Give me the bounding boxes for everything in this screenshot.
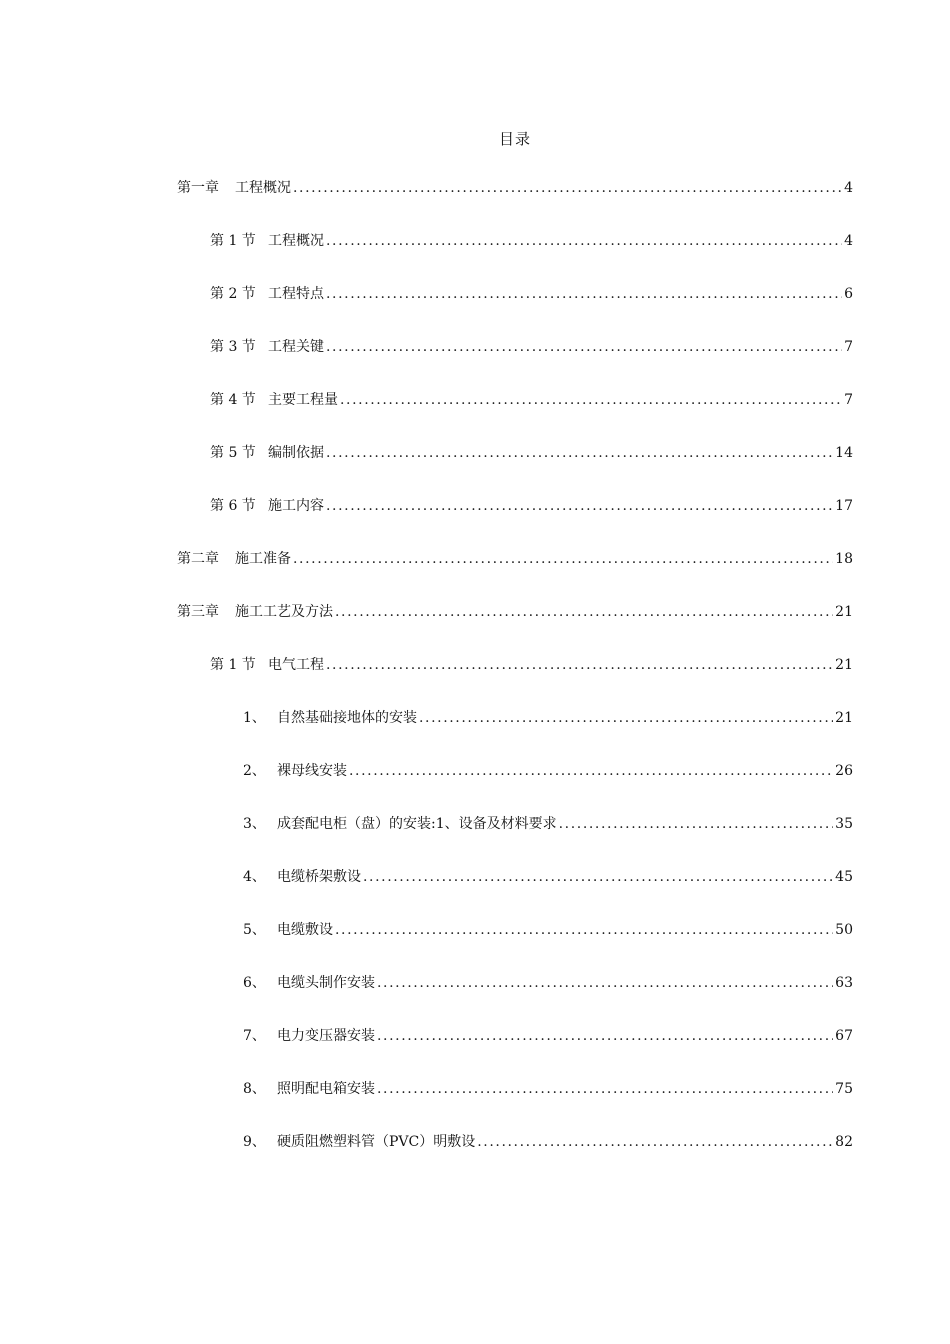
toc-dot-leader bbox=[349, 761, 833, 781]
toc-dot-leader bbox=[377, 973, 833, 993]
toc-dot-leader bbox=[326, 496, 833, 516]
toc-entry[interactable] bbox=[210, 231, 853, 251]
toc-entry-number: 第三章 bbox=[177, 604, 219, 620]
toc-entry-page: 18 bbox=[835, 551, 853, 567]
toc-dot-leader bbox=[363, 867, 833, 887]
toc-entry-text: 施工内容 bbox=[268, 498, 324, 514]
toc-entry-text: 施工准备 bbox=[235, 551, 291, 567]
toc-entry-text: 工程关键 bbox=[268, 339, 324, 355]
toc-dot-leader bbox=[419, 708, 833, 728]
toc-entry-number: 第 6 节 bbox=[210, 498, 256, 514]
toc-entry-text: 裸母线安装 bbox=[277, 763, 347, 779]
toc-entry-number: 2、 bbox=[243, 763, 266, 779]
toc-dot-leader bbox=[335, 920, 833, 940]
toc-dot-leader bbox=[326, 284, 842, 304]
toc-entry[interactable] bbox=[243, 1132, 853, 1152]
toc-dot-leader bbox=[377, 1079, 833, 1099]
toc-dot-leader bbox=[559, 814, 834, 834]
toc-entry-text: 电缆桥架敷设 bbox=[277, 869, 361, 885]
toc-entry-number: 7、 bbox=[243, 1028, 266, 1044]
toc-dot-leader bbox=[326, 655, 833, 675]
toc-entry-text: 硬质阻燃塑料管（PVC）明敷设 bbox=[277, 1134, 476, 1150]
toc-dot-leader bbox=[326, 231, 842, 251]
toc-entry-text: 主要工程量 bbox=[268, 392, 338, 408]
toc-entry[interactable] bbox=[210, 284, 853, 304]
toc-entry-text: 自然基础接地体的安装 bbox=[277, 710, 417, 726]
toc-entry-text: 工程特点 bbox=[268, 286, 324, 302]
toc-entry-page: 6 bbox=[844, 286, 853, 302]
toc-title: 目录 bbox=[498, 130, 531, 148]
toc-entry-page: 82 bbox=[835, 1134, 853, 1150]
toc-entry-page: 67 bbox=[835, 1028, 853, 1044]
toc-entry-number: 第二章 bbox=[177, 551, 219, 567]
toc-entry-text: 工程概况 bbox=[268, 233, 324, 249]
toc-entry-text: 编制依据 bbox=[268, 445, 324, 461]
toc-entry-text: 照明配电箱安装 bbox=[277, 1081, 375, 1097]
toc-entry[interactable] bbox=[177, 602, 853, 622]
toc-entry[interactable] bbox=[210, 337, 853, 357]
toc-entry-number: 4、 bbox=[243, 869, 266, 885]
toc-entry-page: 26 bbox=[835, 763, 853, 779]
toc-entry-number: 1、 bbox=[243, 710, 266, 726]
toc-entry-text: 成套配电柜（盘）的安装:1、设备及材料要求 bbox=[277, 816, 557, 832]
toc-entry-page: 45 bbox=[835, 869, 853, 885]
toc-entry-number: 第 1 节 bbox=[210, 233, 256, 249]
toc-entry-page: 4 bbox=[844, 233, 853, 249]
toc-entry[interactable] bbox=[243, 708, 853, 728]
toc-entry[interactable] bbox=[210, 655, 853, 675]
toc-entry-number: 8、 bbox=[243, 1081, 266, 1097]
toc-entry-number: 6、 bbox=[243, 975, 266, 991]
toc-entry[interactable] bbox=[243, 1026, 853, 1046]
toc-dot-leader bbox=[335, 602, 833, 622]
toc-entry-page: 14 bbox=[835, 445, 853, 461]
toc-entry[interactable] bbox=[243, 1079, 853, 1099]
toc-entry-page: 17 bbox=[835, 498, 853, 514]
toc-dot-leader bbox=[477, 1132, 833, 1152]
toc-entry[interactable] bbox=[177, 178, 853, 198]
toc-entry-page: 21 bbox=[835, 604, 853, 620]
toc-entry-page: 21 bbox=[835, 657, 853, 673]
toc-entry[interactable] bbox=[210, 496, 853, 516]
toc-entry-number: 第 5 节 bbox=[210, 445, 256, 461]
toc-entry-number: 第 1 节 bbox=[210, 657, 256, 673]
toc-entry-page: 7 bbox=[844, 392, 853, 408]
toc-entry-text: 电缆头制作安装 bbox=[277, 975, 375, 991]
toc-entry-number: 3、 bbox=[243, 816, 266, 832]
toc-entry[interactable] bbox=[243, 973, 853, 993]
toc-entry-number: 9、 bbox=[243, 1134, 266, 1150]
toc-entry-page: 7 bbox=[844, 339, 853, 355]
toc-entry-number: 第 4 节 bbox=[210, 392, 256, 408]
toc-entry-page: 63 bbox=[835, 975, 853, 991]
toc-dot-leader bbox=[377, 1026, 833, 1046]
toc-entry-page: 21 bbox=[835, 710, 853, 726]
toc-entry-page: 50 bbox=[835, 922, 853, 938]
toc-entry-text: 电气工程 bbox=[268, 657, 324, 673]
toc-entry[interactable] bbox=[177, 549, 853, 569]
toc-entry-page: 4 bbox=[844, 180, 853, 196]
toc-entry-text: 工程概况 bbox=[235, 180, 291, 196]
toc-dot-leader bbox=[293, 549, 833, 569]
toc-entry-number: 第 3 节 bbox=[210, 339, 256, 355]
toc-entry-text: 电缆敷设 bbox=[277, 922, 333, 938]
toc-entry-text: 施工工艺及方法 bbox=[235, 604, 333, 620]
toc-entry-page: 75 bbox=[835, 1081, 853, 1097]
toc-entry-number: 第 2 节 bbox=[210, 286, 256, 302]
toc-entry-text: 电力变压器安装 bbox=[277, 1028, 375, 1044]
toc-entry[interactable] bbox=[243, 761, 853, 781]
toc-entry-page: 35 bbox=[835, 816, 853, 832]
toc-entry[interactable] bbox=[210, 390, 853, 410]
toc-dot-leader bbox=[293, 178, 842, 198]
toc-entry[interactable] bbox=[243, 814, 853, 834]
toc-entry-number: 第一章 bbox=[177, 180, 219, 196]
toc-dot-leader bbox=[326, 443, 833, 463]
toc-entry-number: 5、 bbox=[243, 922, 266, 938]
toc-entry[interactable] bbox=[210, 443, 853, 463]
toc-dot-leader bbox=[326, 337, 842, 357]
toc-entry[interactable] bbox=[243, 920, 853, 940]
toc-entry[interactable] bbox=[243, 867, 853, 887]
toc-dot-leader bbox=[340, 390, 842, 410]
